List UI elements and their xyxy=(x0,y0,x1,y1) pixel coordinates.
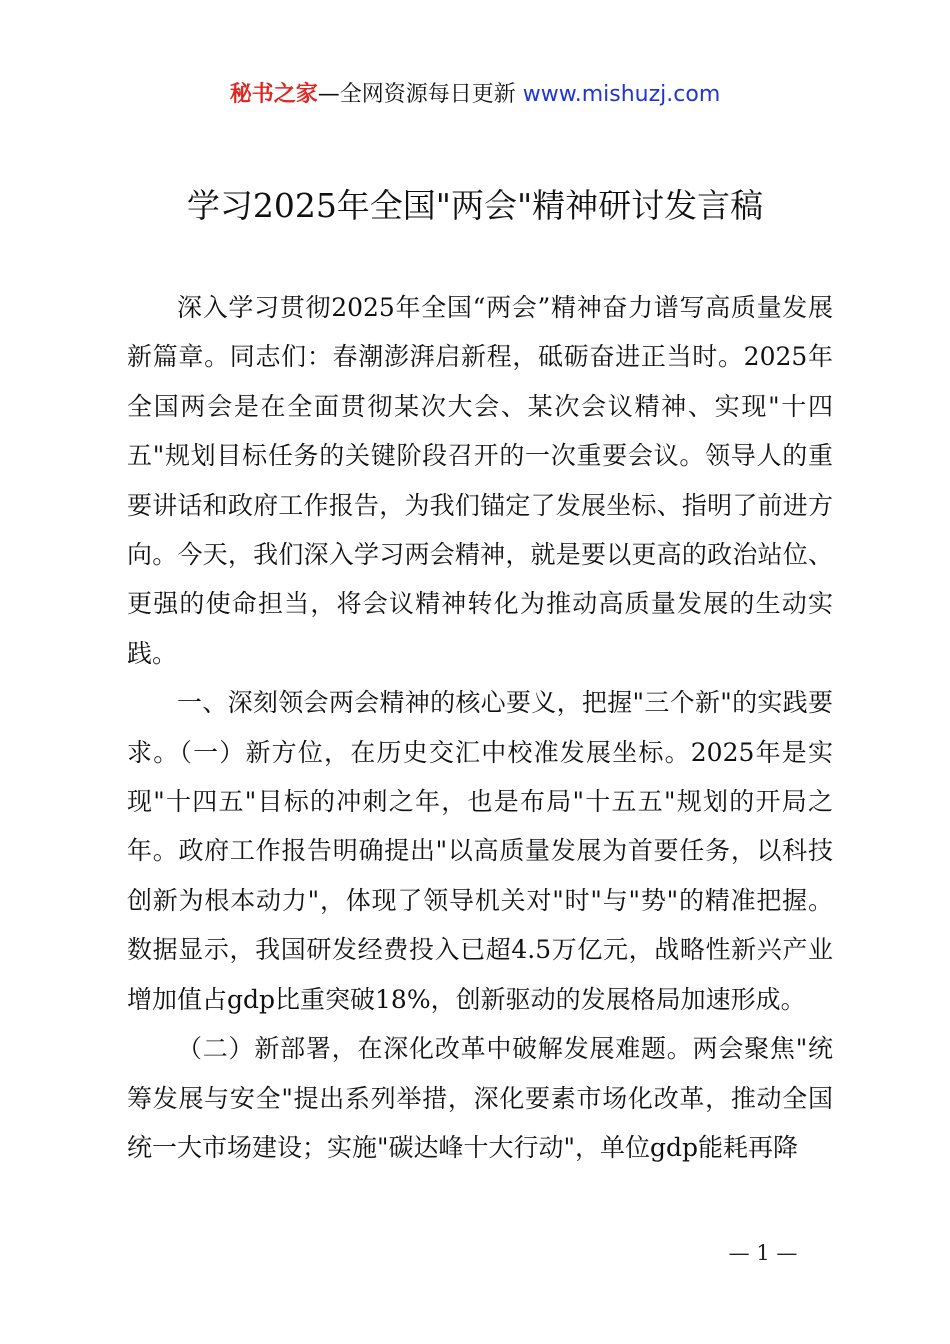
paragraph-section-two: （二）新部署，在深化改革中破解发展难题。两会聚焦"统筹发展与安全"提出系列举措，深化要素市场化改革，推动全国统一大市场建设；实施"碳达峰十大行动"，单位gdp能耗再降 xyxy=(127,1034,833,1162)
page-number: — 1 — xyxy=(728,1241,798,1265)
paragraph-section-one: 一、深刻领会两会精神的核心要义，把握"三个新"的实践要求。（一）新方位，在历史交汇中校准发展坐标。2025年是实现"十四五"目标的冲刺之年，也是布局"十五五"规划的开局之年。政府工作报告明确提出"以高质量发展为首要任务，以科技创新为根本动力"，体现了领导机关对"时"与"势"的精准把握。数据显示，我国研发经费投入已超4.5万亿元，战略性新兴产业增加值占gdp比重突破18%，创新驱动的发展格局加速形成。 xyxy=(127,688,833,1014)
document-title: 学习2025年全国"两会"精神研讨发言稿 xyxy=(186,186,764,225)
site-brand: 秘书之家 xyxy=(229,82,318,107)
site-tagline: —全网资源每日更新 xyxy=(317,82,516,107)
paragraph-intro: 深入学习贯彻2025年全国“两会”精神奋力谱写高质量发展新篇章。同志们：春潮澎湃启新程，砥砺奋进正当时。2025年全国两会是在全面贯彻某次大会、某次会议精神、实现"十四五"规划目标任务的关键阶段召开的一次重要会议。领导人的重要讲话和政府工作报告，为我们锚定了发展坐标、指明了前进方向。今天，我们深入学习两会精神，就是要以更高的政治站位、更强的使命担当，将会议精神转化为推动高质量发展的生动实践。 xyxy=(127,293,833,668)
site-header xyxy=(0,78,950,112)
document-body xyxy=(127,283,833,1172)
site-url-link[interactable]: www.mishuzj.com xyxy=(522,82,721,107)
